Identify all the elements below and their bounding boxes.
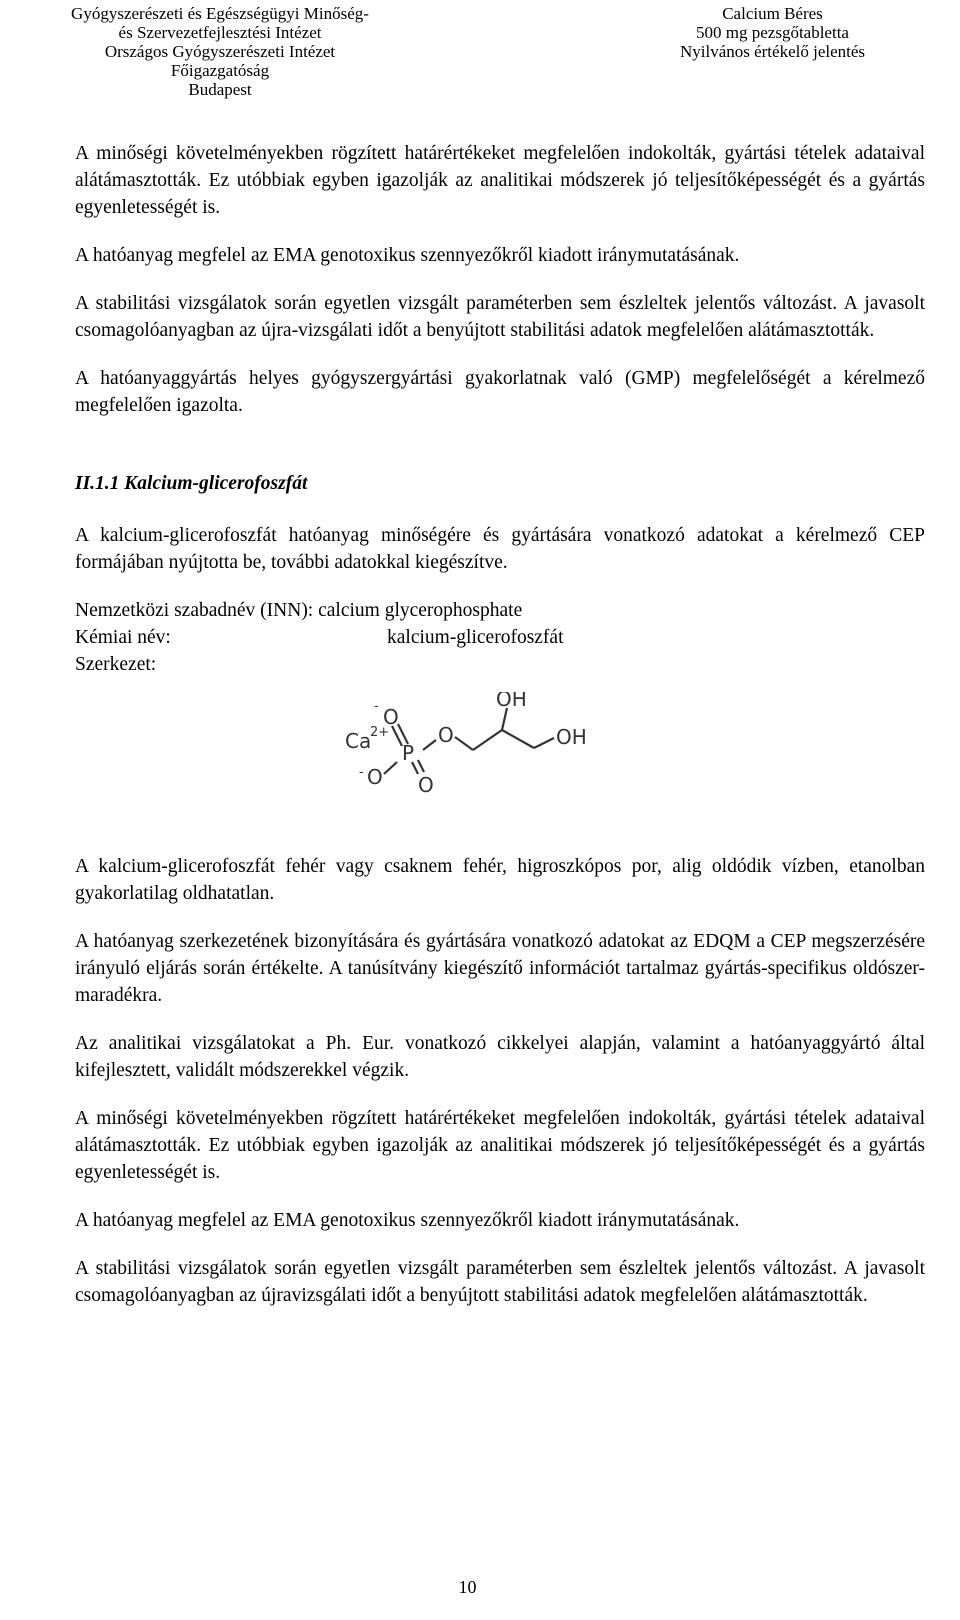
paragraph: A minőségi követelményekben rögzített határértékeket megfelelően indokolták, gyártási tételek adataival alátámasztották. Ez utóbbiak egyben igazolják az analitikai módszerek jó teljesítőképességét és a gyártás egyenletességét is. [75, 143, 925, 218]
paragraph: A hatóanyag szerkezetének bizonyítására és gyártására vonatkozó adatokat az EDQM a CEP megszerzésére irányuló eljárás során értékelte. A tanúsítvány kiegészítő információt tartalmaz gyártás-specifikus oldószer-maradékra. [75, 931, 925, 1006]
paragraph: A hatóanyag megfelel az EMA genotoxikus szennyezőkről kiadott iránymutatásának. [75, 245, 740, 266]
header-right-line: Calcium Béres [722, 4, 823, 23]
paragraph: A stabilitási vizsgálatok során egyetlen vizsgált paraméterben sem észleltek jelentős változást. A javasolt csomagolóanyagban az újravizsgálati időt a benyújtott stabilitási adatok megfelelően alátámasztották. [75, 1258, 925, 1306]
header-right-line: 500 mg pezsgőtabletta [696, 23, 849, 42]
paragraph: A hatóanyaggyártás helyes gyógyszergyártási gyakorlatnak való (GMP) megfelelőségét a kérelmező megfelelően igazolta. [75, 368, 925, 416]
charge-ca: 2+ [370, 725, 390, 740]
header-left-line: Főigazgatóság [170, 61, 270, 80]
atom-oh-right: OH [556, 725, 587, 749]
header-left-line: Országos Gyógyszerészeti Intézet [104, 42, 336, 61]
header-left-line: Gyógyszerészeti és Egészségügyi Minőség- [71, 4, 369, 23]
atom-o-left: O [367, 765, 383, 789]
page-number: 10 [458, 1577, 477, 1597]
paragraph: A hatóanyag megfelel az EMA genotoxikus szennyezőkről kiadott iránymutatásának. [75, 1210, 740, 1231]
atom-ca: Ca [345, 729, 372, 753]
charge-o-left: - [359, 765, 364, 780]
header-left [0, 4, 440, 99]
atom-p: P [402, 741, 415, 765]
atom-oh-top: OH [496, 692, 527, 711]
paragraph: A minőségi követelményekben rögzített határértékeket megfelelően indokolták, gyártási tételek adataival alátámasztották. Ez utóbbiak egyben igazolják az analitikai módszerek jó teljesítőképességét és a gyártás egyenletességét is. [75, 1108, 925, 1183]
document-body [75, 140, 925, 1309]
chemical-structure [75, 678, 925, 853]
paragraph: A kalcium-glicerofoszfát fehér vagy csaknem fehér, higroszkópos por, alig oldódik vízben, etanolban gyakorlatilag oldhatatlan. [75, 856, 925, 904]
chemical-name-label: Kémiai név: [75, 627, 171, 648]
header-left-line: Budapest [188, 80, 252, 99]
structure-label: Szerkezet: [75, 654, 157, 675]
inn-value: calcium glycerophosphate [318, 600, 523, 621]
intro-paragraph: A kalcium-glicerofoszfát hatóanyag minőségére és gyártására vonatkozó adatokat a kérelmező CEP formájában nyújtotta be, további adatokkal kiegészítve. [75, 525, 925, 573]
substance-info [75, 597, 925, 678]
chemical-name-row [75, 624, 925, 651]
inn-label: Nemzetközi szabadnév (INN): [75, 600, 314, 621]
paragraph: A stabilitási vizsgálatok során egyetlen vizsgált paraméterben sem észleltek jelentős változást. A javasolt csomagolóanyagban az újra-vizsgálati időt a benyújtott stabilitási adatok megfelelően alátámasztották. [75, 293, 925, 341]
header-left-line: és Szervezetfejlesztési Intézet [118, 23, 322, 42]
inn-row [75, 597, 925, 624]
header-right-line: Nyilvános értékelő jelentés [679, 42, 866, 61]
chemical-name-value: kalcium-glicerofoszfát [387, 627, 564, 648]
paragraph: Az analitikai vizsgálatokat a Ph. Eur. vonatkozó cikkelyei alapján, valamint a hatóanyaggyártó által kifejlesztett, validált módszerekkel végzik. [75, 1033, 925, 1081]
atom-o-top: O [383, 705, 399, 729]
structure-diagram [340, 692, 640, 802]
atom-o-bottom: O [418, 773, 434, 797]
atom-o-right: O [438, 723, 454, 747]
charge-o-top: - [374, 699, 379, 714]
header-right [610, 4, 935, 61]
section-heading: II.1.1 Kalcium-glicerofoszfát [75, 473, 308, 494]
